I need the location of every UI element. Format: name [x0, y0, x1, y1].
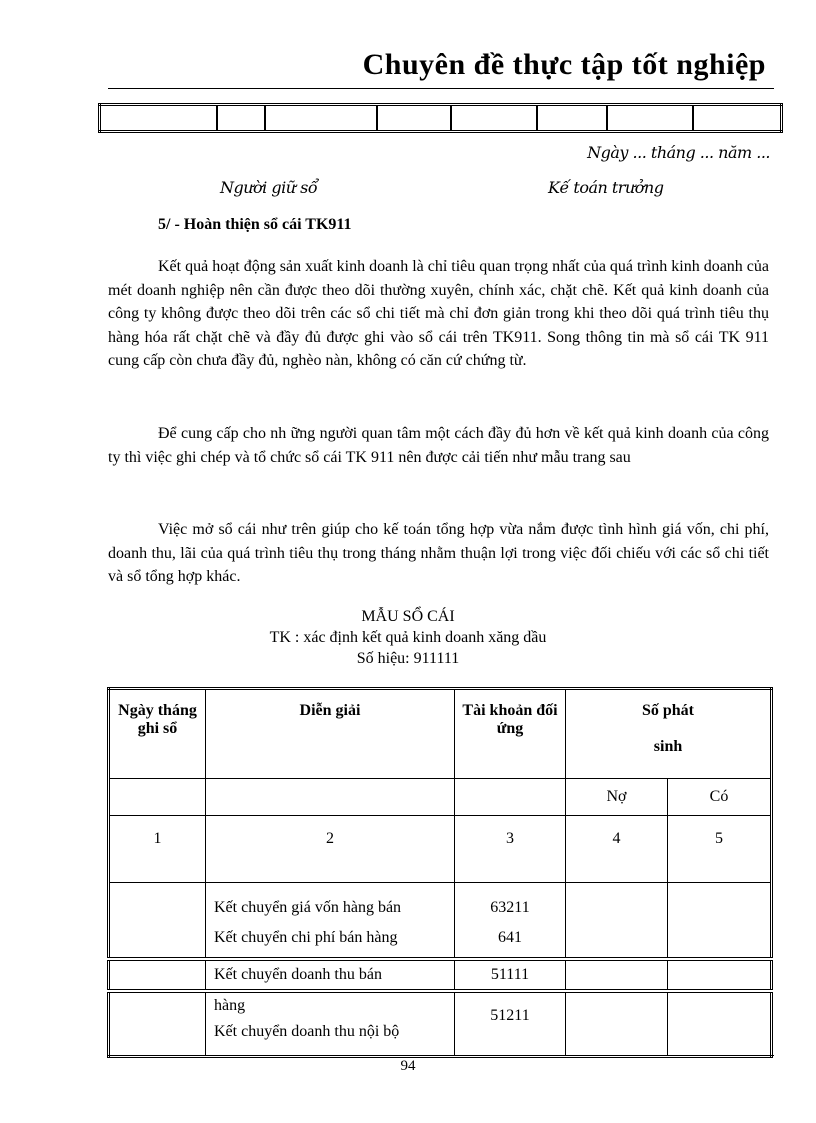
bookkeeper-signature-label: Người giữ sổ [220, 178, 318, 197]
credit-cell [668, 991, 772, 1057]
entry-description: Kết chuyển chi phí bán hàng [214, 929, 398, 946]
column-header-date: Ngày tháng ghi sổ [109, 689, 206, 779]
table-row [109, 883, 772, 960]
credit-cell [668, 959, 772, 991]
table-cell [377, 105, 451, 132]
header-rule [108, 88, 774, 89]
ledger-account-number: Số hiệu: 911111 [356, 650, 460, 667]
table-row [100, 105, 782, 132]
table-cell [109, 883, 206, 960]
table-cell [109, 991, 206, 1057]
page-header-title: Chuyên đề thực tập tốt nghiệp [362, 48, 766, 81]
column-number: 5 [668, 816, 772, 883]
entry-account: 641 [498, 929, 522, 946]
column-header-description: Diễn giải [206, 689, 455, 779]
table-subheader-row [109, 779, 772, 816]
column-number-row [109, 816, 772, 883]
date-line: Ngày ... tháng ... năm ... [587, 143, 770, 162]
column-number: 3 [455, 816, 566, 883]
chief-accountant-signature-label: Kế toán trưởng [548, 178, 664, 197]
entry-description: Kết chuyển giá vốn hàng bán [214, 899, 402, 916]
debit-cell [566, 991, 668, 1057]
column-header-credit: Có [668, 779, 772, 816]
ledger-account-name: TK : xác định kết quả kinh doanh xăng dầu [269, 629, 547, 646]
description-cell [206, 883, 455, 960]
paragraph-1: Kết quả hoạt động sản xuất kinh doanh là chỉ tiêu quan trọng nhất của quá trình kinh doanh của mét doanh nghiệp nên cần được theo dõi thường xuyên, chính xác, chặt chẽ. Kết quả kinh doanh của công ty không được theo dõi trên các sổ chi tiết mà chỉ đơn giản trong khi theo dõi quá trình tiêu thụ hàng hóa rất chặt chẽ và đầy đủ được ghi vào sổ cái trên TK911. Song thông tin mà sổ cái TK 911 cung cấp còn chưa đầy đủ, nghèo nàn, không có căn cứ chứng từ. [108, 258, 769, 370]
column-number: 4 [566, 816, 668, 883]
table-cell [109, 959, 206, 991]
ledger-form-title-block [0, 606, 816, 669]
table-row [109, 991, 772, 1057]
table-cell [451, 105, 537, 132]
table-cell [100, 105, 217, 132]
previous-table-fragment [98, 103, 783, 133]
table-cell [537, 105, 607, 132]
table-cell [607, 105, 693, 132]
page-number: 94 [400, 1058, 416, 1074]
general-ledger-table [107, 687, 773, 1058]
table-cell [455, 779, 566, 816]
ledger-form-title: MẪU SỔ CÁI [361, 608, 455, 625]
entry-description: Kết chuyển doanh thu bán [206, 959, 455, 991]
table-cell [206, 779, 455, 816]
debit-cell [566, 883, 668, 960]
entry-account: 51111 [455, 959, 566, 991]
column-header-debit: Nợ [566, 779, 668, 816]
debit-cell [566, 959, 668, 991]
column-number: 2 [206, 816, 455, 883]
table-cell [265, 105, 377, 132]
section-heading: 5/ - Hoàn thiện sổ cái TK911 [158, 216, 352, 233]
entry-description: hàng [214, 997, 246, 1014]
column-header-amount [566, 689, 772, 779]
footer-rule [108, 1055, 774, 1056]
column-number: 1 [109, 816, 206, 883]
amount-header-line-2: sinh [653, 738, 683, 755]
account-cell [455, 883, 566, 960]
paragraph-3: Việc mở sổ cái như trên giúp cho kế toán tổng hợp vừa nắm được tình hình giá vốn, chi phí, doanh thu, lãi của quá trình tiêu thụ trong tháng nhằm thuận lợi trong việc đối chiếu với các sổ chi tiết và sổ tổng hợp khác. [108, 521, 769, 586]
table-cell [109, 779, 206, 816]
table-row [109, 959, 772, 991]
entry-description: Kết chuyển doanh thu nội bộ [214, 1023, 400, 1040]
table-cell [217, 105, 265, 132]
entry-account: 63211 [490, 899, 530, 916]
entry-account: 51211 [455, 991, 566, 1057]
amount-header-line-1: Số phát [641, 702, 695, 719]
credit-cell [668, 883, 772, 960]
paragraph-2: Để cung cấp cho nh ững người quan tâm một cách đầy đủ hơn về kết quả kinh doanh của công ty thì việc ghi chép và tổ chức sổ cái TK 911 nên được cải tiến như mẫu trang sau [108, 425, 769, 466]
table-cell [693, 105, 782, 132]
table-header-row [109, 689, 772, 779]
column-header-account: Tài khoản đối ứng [455, 689, 566, 779]
description-cell [206, 991, 455, 1057]
